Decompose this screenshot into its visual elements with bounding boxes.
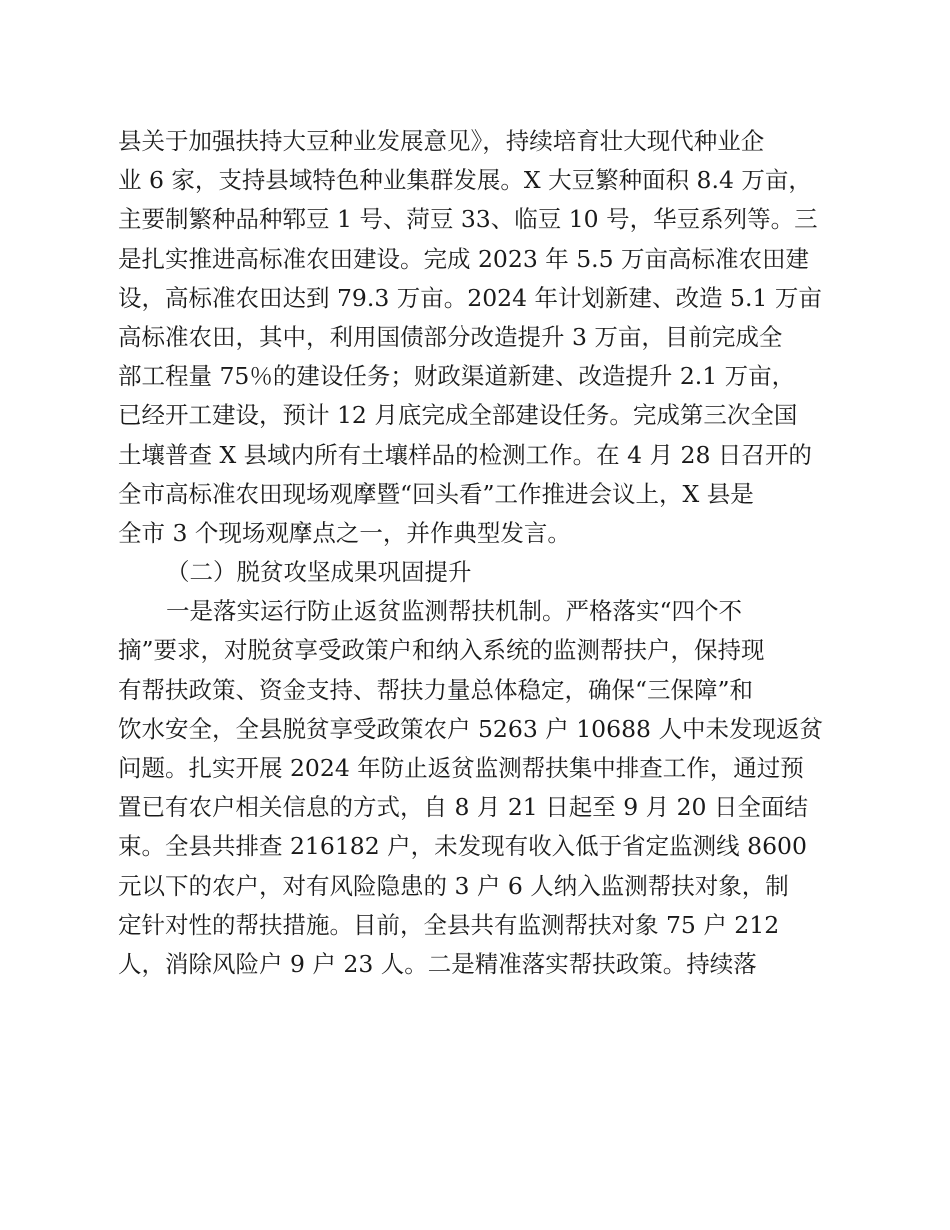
paragraph-line: 定针对性的帮扶措施。目前，全县共有监测帮扶对象 75 户 212 [118, 910, 780, 939]
paragraph-line: 业 6 家，支持县域特色种业集群发展。X 大豆繁种面积 8.4 万亩， [118, 166, 812, 195]
paragraph-line: 全市高标准农田现场观摩暨“回头看”工作推进会议上，X 县是 [118, 479, 754, 508]
paragraph-line: 部工程量 75％的建设任务；财政渠道新建、改造提升 2.1 万亩， [118, 362, 796, 391]
paragraph-line: 土壤普查 X 县域内所有土壤样品的检测工作。在 4 月 28 日召开的 [118, 440, 812, 469]
paragraph-line: 摘”要求，对脱贫享受政策户和纳入系统的监测帮扶户，保持现 [118, 636, 765, 665]
document-body [118, 122, 830, 984]
paragraph-line: 全市 3 个现场观摩点之一，并作典型发言。 [118, 518, 571, 547]
paragraph-line: 主要制繁种品种郓豆 1 号、菏豆 33、临豆 10 号，华豆系列等。三 [118, 205, 818, 234]
paragraph-line: 人，消除风险户 9 户 23 人。二是精准落实帮扶政策。持续落 [118, 949, 757, 978]
paragraph-line: 一是落实运行防止返贫监测帮扶机制。严格落实“四个不 [166, 597, 743, 626]
paragraph-line: 问题。扎实开展 2024 年防止返贫监测帮扶集中排查工作，通过预 [118, 754, 804, 782]
paragraph-line: 县关于加强扶持大豆种业发展意见》，持续培育壮大现代种业企 [118, 127, 765, 155]
paragraph-line: 有帮扶政策、资金支持、帮扶力量总体稳定，确保“三保障”和 [118, 675, 754, 704]
paragraph-line: 设，高标准农田达到 79.3 万亩。2024 年计划新建、改造 5.1 万亩 [118, 283, 822, 312]
paragraph-line: 已经开工建设，预计 12 月底完成全部建设任务。完成第三次全国 [118, 401, 798, 430]
section-heading: （二）脱贫攻坚成果巩固提升 [166, 558, 472, 587]
paragraph-line: 高标准农田，其中，利用国债部分改造提升 3 万亩，目前完成全 [118, 322, 783, 351]
paragraph-line: 饮水安全，全县脱贫享受政策农户 5263 户 10688 人中未发现返贫 [118, 714, 823, 743]
paragraph-line: 束。全县共排查 216182 户，未发现有收入低于省定监测线 8600 [118, 832, 807, 861]
paragraph-line: 是扎实推进高标准农田建设。完成 2023 年 5.5 万亩高标准农田建 [118, 244, 810, 273]
paragraph-line: 置已有农户相关信息的方式，自 8 月 21 日起至 9 月 20 日全面结 [118, 793, 808, 822]
paragraph-line: 元以下的农户，对有风险隐患的 3 户 6 人纳入监测帮扶对象，制 [118, 871, 789, 900]
